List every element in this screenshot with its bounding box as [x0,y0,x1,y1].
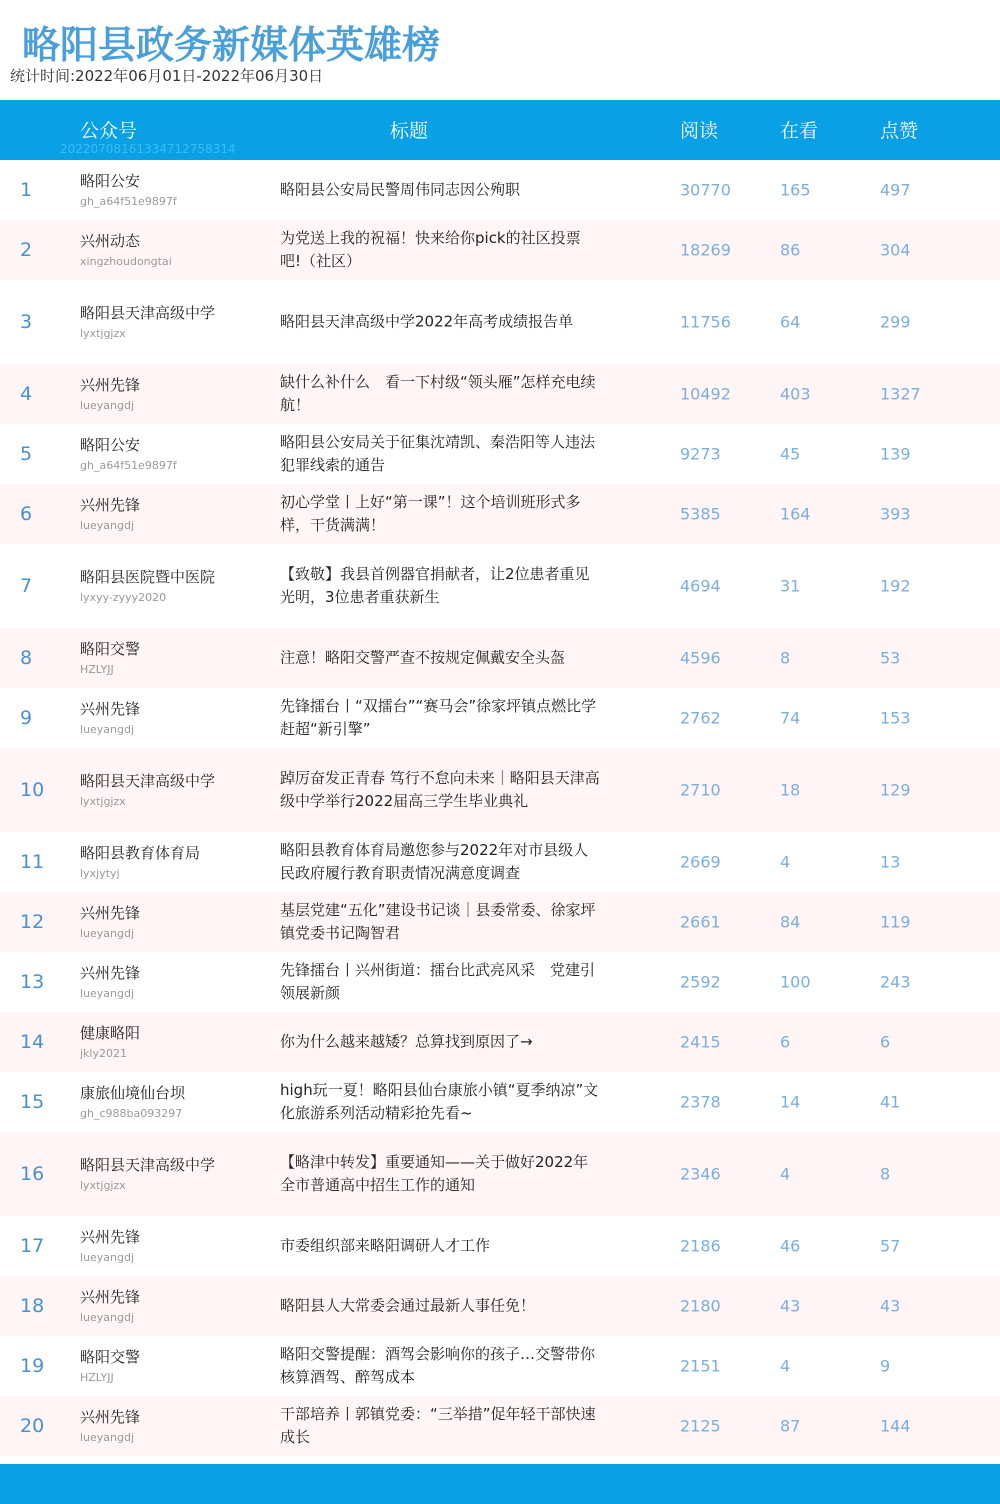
ranking-table [0,160,1000,1456]
col-title: 标题 [390,120,429,142]
like-count: 41 [880,1092,901,1112]
looking-count: 84 [780,912,801,932]
rank-number: 5 [20,443,33,465]
rank-number: 7 [20,575,33,597]
account-cell [80,770,220,810]
article-title[interactable]: 略阳交警提醒：酒驾会影响你的孩子…交警带你核算酒驾、醉驾成本 [280,1345,596,1386]
read-count: 2415 [680,1032,721,1052]
read-count: 5385 [680,504,721,524]
account-id: gh_a64f51e9897f [80,195,177,208]
rank-number: 19 [20,1355,45,1377]
like-count: 243 [880,972,911,992]
account-name: 略阳县天津高级中学 [80,1156,216,1174]
account-cell [80,842,220,882]
read-count: 10492 [680,384,731,404]
article-title[interactable]: 略阳县教育体育局邀您参与2022年对市县级人民政府履行教育职责情况满意度调查 [280,841,589,882]
account-cell [80,1082,220,1122]
account-id: lyxyy-zyyy2020 [80,591,167,604]
account-cell [80,1346,220,1386]
looking-count: 4 [780,1164,791,1184]
account-id: jkly2021 [80,1047,127,1060]
like-count: 53 [880,648,901,668]
account-cell [80,1406,220,1446]
account-name: 兴州先锋 [80,700,141,718]
article-title[interactable]: 略阳县公安局民警周伟同志因公殉职 [280,180,521,199]
account-cell [80,374,220,414]
account-name: 略阳县医院暨中医院 [80,568,216,586]
looking-count: 100 [780,972,811,992]
table-row[interactable] [0,1396,1000,1456]
looking-count: 43 [780,1296,801,1316]
table-row[interactable] [0,1216,1000,1276]
like-count: 1327 [880,384,921,404]
like-count: 192 [880,576,911,596]
read-count: 4694 [680,576,721,596]
account-name: 略阳公安 [80,172,141,190]
account-cell [80,638,220,678]
account-id: lueyangdj [80,1431,135,1444]
account-cell [80,434,220,474]
table-row[interactable] [0,1072,1000,1132]
like-count: 304 [880,240,911,260]
rank-number: 6 [20,503,33,525]
table-row[interactable] [0,892,1000,952]
read-count: 11756 [680,312,731,332]
account-id: lyxtjgjzx [80,327,126,340]
table-row[interactable] [0,160,1000,220]
looking-count: 31 [780,576,801,596]
table-row[interactable] [0,364,1000,424]
read-count: 4596 [680,648,721,668]
account-name: 兴州先锋 [80,496,141,514]
account-name: 兴州先锋 [80,376,141,394]
read-count: 2661 [680,912,721,932]
account-id: lueyangdj [80,519,135,532]
like-count: 43 [880,1296,901,1316]
table-row[interactable] [0,424,1000,484]
rank-number: 9 [20,707,33,729]
like-count: 9 [880,1356,891,1376]
account-id: gh_c988ba093297 [80,1107,183,1120]
account-cell [80,1226,220,1266]
looking-count: 87 [780,1416,801,1436]
table-row[interactable] [0,952,1000,1012]
rank-number: 12 [20,911,45,933]
footer-bar [0,1464,1000,1504]
article-title[interactable]: 【致敬】我县首例器官捐献者，让2位患者重见光明，3位患者重获新生 [280,565,590,606]
looking-count: 64 [780,312,801,332]
read-count: 2762 [680,708,721,728]
like-count: 8 [880,1164,891,1184]
article-title[interactable]: 略阳县人大常委会通过最新人事任免！ [280,1296,536,1315]
like-count: 57 [880,1236,901,1256]
looking-count: 8 [780,648,791,668]
read-count: 9273 [680,444,721,464]
account-id: lueyangdj [80,1251,135,1264]
table-row[interactable] [0,220,1000,280]
account-name: 略阳交警 [80,640,141,658]
read-count: 2346 [680,1164,721,1184]
rank-number: 16 [20,1163,45,1185]
like-count: 139 [880,444,911,464]
read-count: 2669 [680,852,721,872]
col-account: 公众号 [80,120,138,142]
read-count: 2378 [680,1092,721,1112]
article-title[interactable]: 先锋擂台丨“双擂台”“赛马会”徐家坪镇点燃比学赶超“新引擎” [280,697,597,738]
table-row[interactable] [0,688,1000,748]
read-count: 2186 [680,1236,721,1256]
account-cell [80,698,220,738]
read-count: 2151 [680,1356,721,1376]
col-read: 阅读 [680,120,719,142]
like-count: 13 [880,852,901,872]
account-id: lyxtjgjzx [80,795,126,808]
article-title[interactable]: 基层党建“五化”建设书记谈｜县委常委、徐家坪镇党委书记陶智君 [280,901,596,942]
account-cell [80,170,220,210]
account-cell [80,902,220,942]
rank-number: 15 [20,1091,45,1113]
table-row[interactable] [0,748,1000,832]
article-title[interactable]: 干部培养丨郭镇党委：“三举措”促年轻干部快速成长 [280,1405,596,1446]
rank-number: 13 [20,971,45,993]
like-count: 299 [880,312,911,332]
table-row[interactable] [0,628,1000,688]
account-id: lueyangdj [80,987,135,1000]
like-count: 393 [880,504,911,524]
account-cell [80,1154,220,1194]
looking-count: 86 [780,240,801,260]
account-id: gh_a64f51e9897f [80,459,177,472]
like-count: 119 [880,912,911,932]
table-row[interactable] [0,484,1000,544]
table-row[interactable] [0,280,1000,364]
account-name: 兴州先锋 [80,904,141,922]
looking-count: 74 [780,708,801,728]
account-name: 康旅仙境仙台坝 [80,1084,186,1102]
table-row[interactable] [0,1012,1000,1072]
account-id: lyxjytyj [80,867,120,880]
rank-number: 2 [20,239,33,261]
looking-count: 45 [780,444,801,464]
account-name: 略阳公安 [80,436,141,454]
article-title[interactable]: 为党送上我的祝福！快来给你pick的社区投票吧!（社区） [280,229,581,270]
rank-number: 18 [20,1295,45,1317]
table-row[interactable] [0,1132,1000,1216]
account-name: 略阳县天津高级中学 [80,304,216,322]
rank-number: 4 [20,383,33,405]
account-id: lyxtjgjzx [80,1179,126,1192]
read-count: 2592 [680,972,721,992]
looking-count: 4 [780,1356,791,1376]
read-count: 2180 [680,1296,721,1316]
table-row[interactable] [0,832,1000,892]
table-row[interactable] [0,544,1000,628]
article-title[interactable]: 初心学堂丨上好“第一课”！这个培训班形式多样，干货满满！ [280,493,581,534]
account-cell [80,566,220,606]
account-id: lueyangdj [80,1311,135,1324]
looking-count: 6 [780,1032,791,1052]
article-title[interactable]: high玩一夏！略阳县仙台康旅小镇“夏季纳凉”文化旅游系列活动精彩抢先看~ [280,1081,599,1122]
looking-count: 14 [780,1092,801,1112]
col-like: 点赞 [880,120,919,142]
looking-count: 403 [780,384,811,404]
looking-count: 164 [780,504,811,524]
stat-period: 统计时间:2022年06月01日-2022年06月30日 [10,67,324,85]
like-count: 129 [880,780,911,800]
account-name: 健康略阳 [80,1024,141,1042]
article-title[interactable]: 略阳县公安局关于征集沈靖凯、秦浩阳等人违法犯罪线索的通告 [280,433,596,474]
article-title[interactable]: 【略津中转发】重要通知——关于做好2022年全市普通高中招生工作的通知 [280,1153,589,1194]
looking-count: 46 [780,1236,801,1256]
account-id: xingzhoudongtai [80,255,172,268]
rank-number: 17 [20,1235,45,1257]
article-title[interactable]: 注意！略阳交警严查不按规定佩戴安全头盔 [280,648,566,667]
article-title[interactable]: 先锋擂台丨兴州街道：擂台比武亮风采 党建引领展新颜 [280,961,596,1002]
table-row[interactable] [0,1276,1000,1336]
article-title[interactable]: 你为什么越来越矮？总算找到原因了→ [280,1032,533,1051]
read-count: 2710 [680,780,721,800]
account-id: lueyangdj [80,723,135,736]
read-count: 30770 [680,180,731,200]
rank-number: 3 [20,311,33,333]
account-cell [80,1286,220,1326]
like-count: 6 [880,1032,891,1052]
rank-number: 14 [20,1031,45,1053]
table-row[interactable] [0,1336,1000,1396]
account-name: 兴州动态 [80,232,141,250]
article-title[interactable]: 踔厉奋发正青春 笃行不怠向未来｜略阳县天津高级中学举行2022届高三学生毕业典礼 [280,769,600,810]
watermark-id: 20220708161334712758314 [60,142,236,156]
account-name: 略阳县天津高级中学 [80,772,216,790]
account-id: HZLYJJ [80,663,114,676]
account-name: 略阳交警 [80,1348,141,1366]
rank-number: 10 [20,779,45,801]
article-title[interactable]: 缺什么补什么 看一下村级“领头雁”怎样充电续航！ [280,373,596,414]
account-cell [80,494,220,534]
account-cell [80,302,220,342]
like-count: 153 [880,708,911,728]
rank-number: 20 [20,1415,45,1437]
article-title[interactable]: 略阳县天津高级中学2022年高考成绩报告单 [280,312,574,331]
table-header [0,100,1000,160]
account-id: lueyangdj [80,927,135,940]
account-name: 兴州先锋 [80,1408,141,1426]
col-looking: 在看 [780,120,819,142]
account-cell [80,1022,220,1062]
rank-number: 1 [20,179,33,201]
article-title[interactable]: 市委组织部来略阳调研人才工作 [280,1236,491,1255]
looking-count: 18 [780,780,801,800]
page-title: 略阳县政务新媒体英雄榜 [22,23,441,67]
account-name: 兴州先锋 [80,964,141,982]
rank-number: 11 [20,851,45,873]
account-name: 兴州先锋 [80,1228,141,1246]
rank-number: 8 [20,647,33,669]
like-count: 144 [880,1416,911,1436]
read-count: 2125 [680,1416,721,1436]
like-count: 497 [880,180,911,200]
looking-count: 4 [780,852,791,872]
account-cell [80,962,220,1002]
account-name: 略阳县教育体育局 [80,844,201,862]
account-id: lueyangdj [80,399,135,412]
account-name: 兴州先锋 [80,1288,141,1306]
looking-count: 165 [780,180,811,200]
account-id: HZLYJJ [80,1371,114,1384]
account-cell [80,230,220,270]
read-count: 18269 [680,240,731,260]
